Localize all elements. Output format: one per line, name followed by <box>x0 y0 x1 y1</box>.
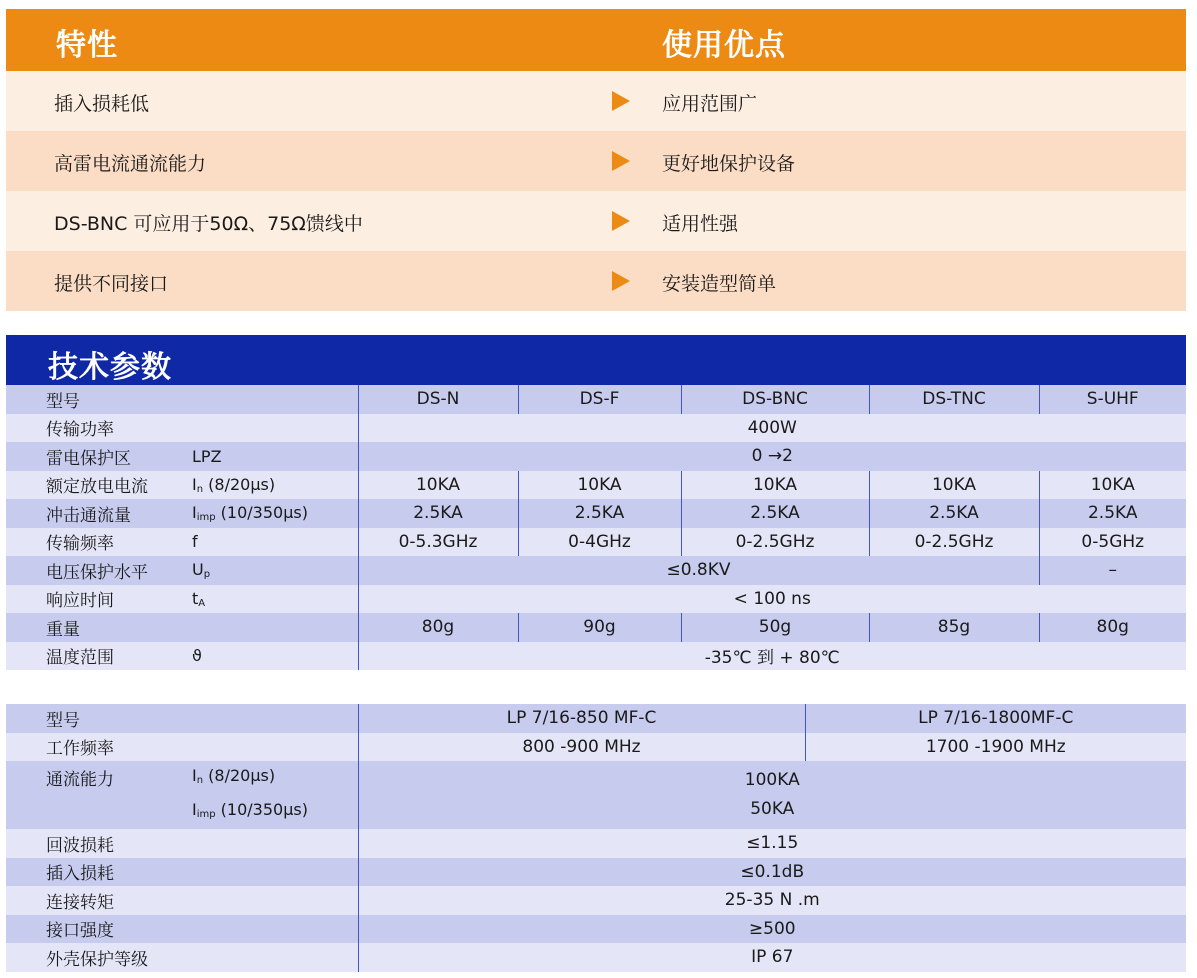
value-cell: 2.5KA <box>681 499 869 528</box>
symbol-cell: $t_A$ <box>188 585 358 614</box>
value-cell: 0 →2 <box>358 442 1186 471</box>
value-cell: 10KA <box>1039 471 1186 500</box>
value-cell: 1700 -1900 MHz <box>805 733 1186 762</box>
feature-text: 插入损耗低 <box>54 93 150 115</box>
features-header <box>6 9 1186 71</box>
model-cell: S-UHF <box>1039 385 1186 414</box>
model-cell: LP 7/16-850 MF-C <box>358 704 805 733</box>
feature-text: 提供不同接口 <box>54 273 169 295</box>
table-row <box>6 829 1186 858</box>
value-cell: 100KA 50KA <box>358 761 1186 829</box>
value-cell: 10KA <box>518 471 681 500</box>
arrow-right-icon <box>612 211 630 231</box>
symbol-cell: f <box>188 528 358 557</box>
advantage-text: 更好地保护设备 <box>662 153 796 175</box>
value-cell: 25-35 N .m <box>358 886 1186 915</box>
advantages-title: 使用优点 <box>662 28 786 63</box>
symbol-cell: $I_n$ (8/20μs) $I_{imp}$ (10/350μs) <box>188 761 358 829</box>
table-row <box>6 704 1186 733</box>
features-section <box>6 9 1186 311</box>
arrow-right-icon <box>612 91 630 111</box>
value-cell: 2.5KA <box>358 499 518 528</box>
model-cell: LP 7/16-1800MF-C <box>805 704 1186 733</box>
value-cell: 10KA <box>358 471 518 500</box>
value-cell: ≤0.1dB <box>358 858 1186 887</box>
table-row <box>6 499 1186 528</box>
tech-specs-header <box>6 335 1186 385</box>
feature-row <box>6 131 1186 191</box>
arrow-right-icon <box>612 151 630 171</box>
value-cell: 0-5GHz <box>1039 528 1186 557</box>
table-row <box>6 442 1186 471</box>
row-label: 接口强度 <box>6 915 188 944</box>
value-cell: – <box>1039 556 1186 585</box>
row-label: 连接转矩 <box>6 886 188 915</box>
advantage-text: 应用范围广 <box>662 93 758 115</box>
row-label: 插入损耗 <box>6 858 188 887</box>
features-title: 特性 <box>56 28 118 63</box>
row-label: 响应时间 <box>6 585 188 614</box>
symbol-cell: LPZ <box>188 442 358 471</box>
value-cell: 80g <box>358 613 518 642</box>
table-row <box>6 761 1186 829</box>
row-label: 传输频率 <box>6 528 188 557</box>
value-cell: 2.5KA <box>1039 499 1186 528</box>
model-cell: DS-F <box>518 385 681 414</box>
table-row <box>6 528 1186 557</box>
value-cell: 10KA <box>681 471 869 500</box>
table-row <box>6 471 1186 500</box>
row-label: 冲击通流量 <box>6 499 188 528</box>
row-label: 额定放电电流 <box>6 471 188 500</box>
model-cell: DS-BNC <box>681 385 869 414</box>
table-row <box>6 613 1186 642</box>
table-row <box>6 858 1186 887</box>
value-cell: 800 -900 MHz <box>358 733 805 762</box>
symbol-cell: ϑ <box>188 642 358 671</box>
row-label: 回波损耗 <box>6 829 188 858</box>
arrow-right-icon <box>612 271 630 291</box>
row-label: 电压保护水平 <box>6 556 188 585</box>
value-cell: 0-5.3GHz <box>358 528 518 557</box>
value-cell: 2.5KA <box>518 499 681 528</box>
spec-table-lp <box>6 704 1186 972</box>
table-row <box>6 886 1186 915</box>
advantage-text: 适用性强 <box>662 213 739 235</box>
value-cell: 90g <box>518 613 681 642</box>
row-label: 雷电保护区 <box>6 442 188 471</box>
value-cell: 0-2.5GHz <box>681 528 869 557</box>
advantage-text: 安装造型简单 <box>662 273 777 295</box>
row-label: 外壳保护等级 <box>6 943 188 972</box>
feature-row <box>6 251 1186 311</box>
value-cell: < 100 ns <box>358 585 1186 614</box>
feature-text: 高雷电流通流能力 <box>54 153 207 175</box>
row-label: 型号 <box>6 704 188 733</box>
table-row <box>6 585 1186 614</box>
value-cell: 80g <box>1039 613 1186 642</box>
symbol-cell: $I_{imp}$ (10/350μs) <box>188 499 358 528</box>
value-cell: 400W <box>358 414 1186 443</box>
table-row <box>6 642 1186 671</box>
row-label: 重量 <box>6 613 188 642</box>
feature-text: DS-BNC 可应用于50Ω、75Ω馈线中 <box>54 213 363 235</box>
feature-row <box>6 71 1186 131</box>
row-label: 工作频率 <box>6 733 188 762</box>
value-cell: ≥500 <box>358 915 1186 944</box>
model-cell: DS-TNC <box>869 385 1039 414</box>
table-row <box>6 915 1186 944</box>
value-cell: ≤1.15 <box>358 829 1186 858</box>
table-row <box>6 385 1186 414</box>
tech-specs-title: 技术参数 <box>48 350 172 385</box>
value-cell: IP 67 <box>358 943 1186 972</box>
value-cell: 0-4GHz <box>518 528 681 557</box>
value-cell: 10KA <box>869 471 1039 500</box>
feature-row <box>6 191 1186 251</box>
value-cell: -35℃ 到 + 80℃ <box>358 642 1186 671</box>
table-row <box>6 943 1186 972</box>
value-cell: 50g <box>681 613 869 642</box>
row-label: 温度范围 <box>6 642 188 671</box>
symbol-cell: $U_p$ <box>188 556 358 585</box>
value-cell: 0-2.5GHz <box>869 528 1039 557</box>
row-label: 型号 <box>6 385 188 414</box>
model-cell: DS-N <box>358 385 518 414</box>
table-row <box>6 414 1186 443</box>
row-label: 通流能力 <box>6 761 188 829</box>
spec-table-surge <box>6 385 1186 670</box>
value-cell: ≤0.8KV <box>358 556 1039 585</box>
symbol-cell: $I_n$ (8/20μs) <box>188 471 358 500</box>
value-cell: 2.5KA <box>869 499 1039 528</box>
row-label: 传输功率 <box>6 414 188 443</box>
table-row <box>6 733 1186 762</box>
value-cell: 85g <box>869 613 1039 642</box>
table-row <box>6 556 1186 585</box>
